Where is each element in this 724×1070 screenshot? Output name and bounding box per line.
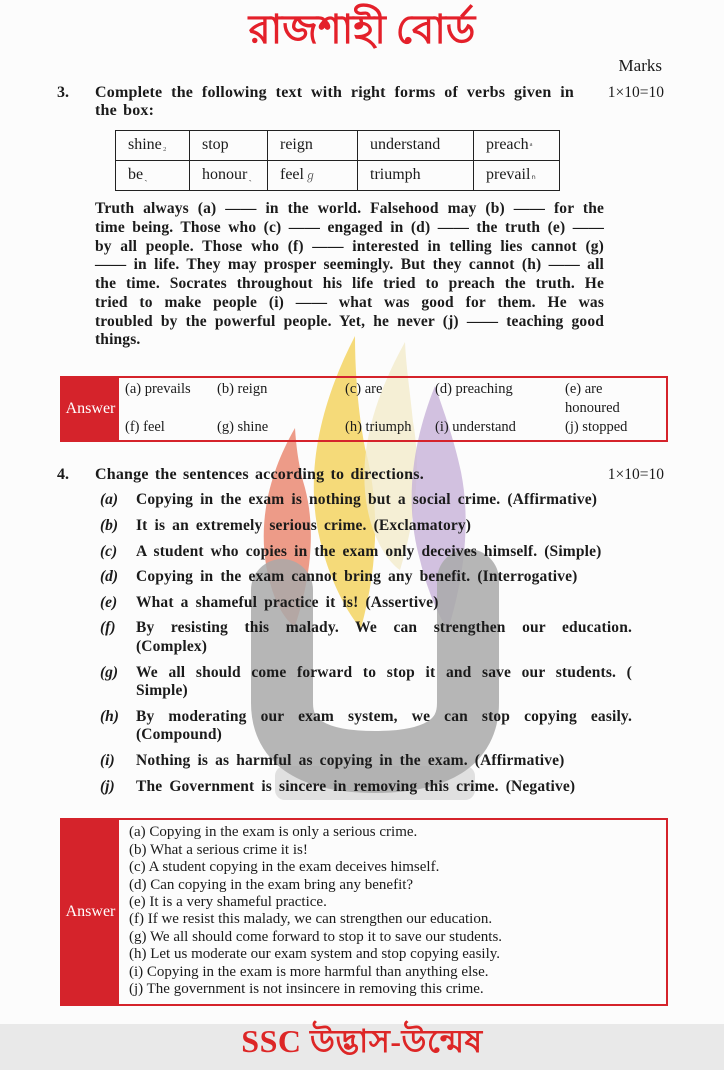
verb-word: stop [202, 136, 229, 153]
q4-item [100, 568, 632, 587]
item-label: (j) [100, 777, 115, 795]
q4-item [100, 708, 632, 745]
answer-line: (g) We all should come forward to stop it to save our students. [129, 928, 503, 945]
q3-answer-label: Answer [62, 378, 119, 440]
item-text: By resisting this malady. We can strengthen our education. (Complex) [136, 619, 632, 655]
answer-entry: (b) reign [217, 381, 268, 397]
q4-item [100, 664, 632, 701]
item-text: A student who copies in the exam only deceives himself. (Simple) [136, 542, 602, 560]
verb-word: preach [486, 136, 529, 153]
answer-line: (d) Can copying in the exam bring any benefit? [129, 876, 414, 893]
verb-table [115, 130, 560, 191]
verb-word: be [128, 166, 144, 183]
verb-word: shine [128, 136, 162, 153]
verb-word: feel [280, 166, 304, 183]
answer-line: (h) Let us moderate our exam system and stop copying easily. [129, 946, 501, 963]
q3-answer-row [125, 380, 660, 418]
answer-line: (a) Copying in the exam is only a serious crime. [129, 824, 418, 841]
verb-cell [358, 131, 474, 161]
answer-line: (j) The government is not insincere in removing this crime. [129, 981, 484, 998]
verb-cell [268, 161, 358, 191]
q4-header [57, 466, 664, 484]
verb-cell [190, 161, 268, 191]
pencil-mark: ˏ [144, 170, 148, 182]
pencil-mark: ₂ [162, 140, 167, 152]
answer-line: (e) It is a very shameful practice. [129, 893, 327, 910]
item-text: It is an extremely serious crime. (Exclamatory) [136, 516, 472, 534]
verb-word: honour [202, 166, 248, 183]
q4-item [100, 752, 632, 771]
item-label: (c) [100, 542, 118, 560]
q4-item [100, 543, 632, 562]
item-text: We all should come forward to stop it and save our students. ( Simple) [136, 663, 632, 700]
item-label: (h) [100, 707, 119, 725]
item-label: (b) [100, 516, 119, 534]
answer-line: (c) A student copying in the exam deceives himself. [129, 859, 440, 876]
q4-item [100, 491, 632, 510]
verb-cell [474, 131, 560, 161]
answer-entry: (d) preaching [435, 381, 513, 397]
verb-word: prevail [486, 166, 531, 183]
item-label: (a) [100, 491, 119, 509]
item-label: (i) [100, 751, 115, 769]
q4-item [100, 594, 632, 613]
pencil-mark: ᵃ [529, 140, 533, 152]
item-text: By moderating our exam system, we can stop copying easily. (Compound) [136, 707, 632, 744]
q4-item [100, 778, 632, 797]
answer-entry: (f) feel [125, 419, 165, 436]
answer-entry: (a) prevails [125, 381, 191, 397]
verb-word: triumph [370, 166, 421, 183]
verb-cell [190, 131, 268, 161]
item-label: (e) [100, 593, 118, 611]
q4-answer-lines [119, 820, 666, 1004]
answer-entry: (c) are [345, 381, 383, 397]
q4-items [0, 491, 724, 796]
item-text: Nothing is as harmful as copying in the exam. (Affirmative) [136, 751, 565, 769]
item-label: (g) [100, 663, 119, 681]
verb-cell [116, 131, 190, 161]
q3-passage: Truth always (a) —— in the world. Falsehood may (b) —— for the time being. Those who (c) —— engaged in (d) —— the truth (e) —— by all people. Those who (f) —— interested in telling lies cannot (g) —— in life. They may prosper seemingly. But they cannot (h) —— all the time. Socrates throughout his life tried to preach the truth. He tried to make people (i) —— what was good for them. He was troubled by the powerful people. Yet, he never (j) —— teaching good things. [95, 200, 604, 349]
pencil-mark: ℊ [304, 170, 316, 182]
answer-line: (f) If we resist this malady, we can strengthen our education. [129, 911, 493, 928]
answer-entry: (i) understand [435, 419, 516, 436]
verb-cell [268, 131, 358, 161]
item-text: What a shameful practice it is! (Assertive) [136, 593, 439, 611]
answer-line: (i) Copying in the exam is more harmful than anything else. [129, 963, 489, 980]
q3-answer-grid [119, 378, 666, 440]
verb-table-row [116, 131, 560, 161]
marks-label: Marks [618, 56, 662, 75]
item-text: Copying in the exam cannot bring any benefit. (Interrogative) [136, 568, 578, 586]
item-label: (d) [100, 568, 119, 586]
verb-cell [358, 161, 474, 191]
q4-marks: 1×10=10 [607, 466, 664, 484]
verb-table-row [116, 161, 560, 191]
footer-brand: SSC উদ্ভাস-উন্মেষ [241, 1022, 483, 1059]
answer-entry: (j) stopped [565, 419, 628, 436]
verb-word: reign [280, 136, 313, 153]
pencil-mark: ˏ [248, 170, 252, 182]
q3-header [57, 84, 664, 120]
board-title: রাজশাহী বোর্ড [248, 7, 476, 52]
verb-cell [116, 161, 190, 191]
answer-entry: (h) triumph [345, 419, 412, 436]
answer-entry: (e) are honoured [565, 381, 620, 417]
q3-number: 3. [57, 84, 69, 101]
answer-entry: (g) shine [217, 419, 269, 436]
q4-item [100, 619, 632, 656]
q3-prompt: Complete the following text with right forms of verbs given in the box: [95, 84, 574, 119]
pencil-mark: ₙ [531, 170, 536, 182]
item-text: The Government is sincere in removing this crime. (Negative) [136, 777, 576, 795]
answer-line: (b) What a serious crime it is! [129, 841, 308, 858]
verb-word: understand [370, 136, 441, 153]
q4-answer-box [60, 818, 668, 1006]
q3-answer-box [60, 376, 668, 442]
q4-answer-label: Answer [62, 820, 119, 1004]
q4-number: 4. [57, 466, 69, 484]
q3-answer-row [125, 418, 660, 437]
item-text: Copying in the exam is nothing but a social crime. (Affirmative) [136, 491, 598, 509]
q4-prompt: Change the sentences according to directions. [95, 466, 424, 484]
verb-cell [474, 161, 560, 191]
item-label: (f) [100, 619, 116, 637]
q4-item [100, 517, 632, 536]
q3-marks: 1×10=10 [607, 84, 664, 101]
